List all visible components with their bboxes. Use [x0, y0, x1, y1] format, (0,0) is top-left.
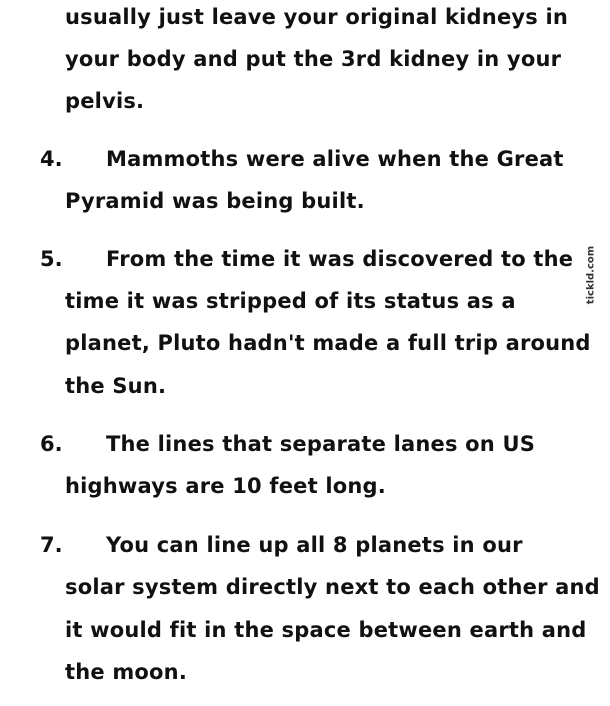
fact-line: usually just leave your original kidneys in: [65, 5, 569, 29]
fact-line: From the time it was discovered to the: [106, 247, 574, 271]
fact-line: Pyramid was being built.: [65, 189, 365, 213]
fact-line: it would fit in the space between earth and: [65, 618, 587, 642]
fact-number: 6.: [40, 432, 63, 456]
fact-number: 4.: [40, 147, 63, 171]
watermark-text: tickld.com: [585, 245, 597, 305]
fact-line: your body and put the 3rd kidney in your: [65, 47, 562, 71]
fact-line: the moon.: [65, 660, 188, 684]
fact-line: The lines that separate lanes on US: [106, 432, 536, 456]
fact-line: planet, Pluto hadn't made a full trip around: [65, 331, 591, 355]
fact-line: solar system directly next to each other and: [65, 575, 600, 599]
fact-number: 7.: [40, 533, 63, 557]
fact-line: the Sun.: [65, 374, 167, 398]
fact-line: highways are 10 feet long.: [65, 474, 386, 498]
fact-number: 5.: [40, 247, 63, 271]
fact-line: pelvis.: [65, 89, 145, 113]
fact-line: time it was stripped of its status as a: [65, 289, 516, 313]
fact-line: You can line up all 8 planets in our: [106, 533, 523, 557]
fact-line: Mammoths were alive when the Great: [106, 147, 564, 171]
